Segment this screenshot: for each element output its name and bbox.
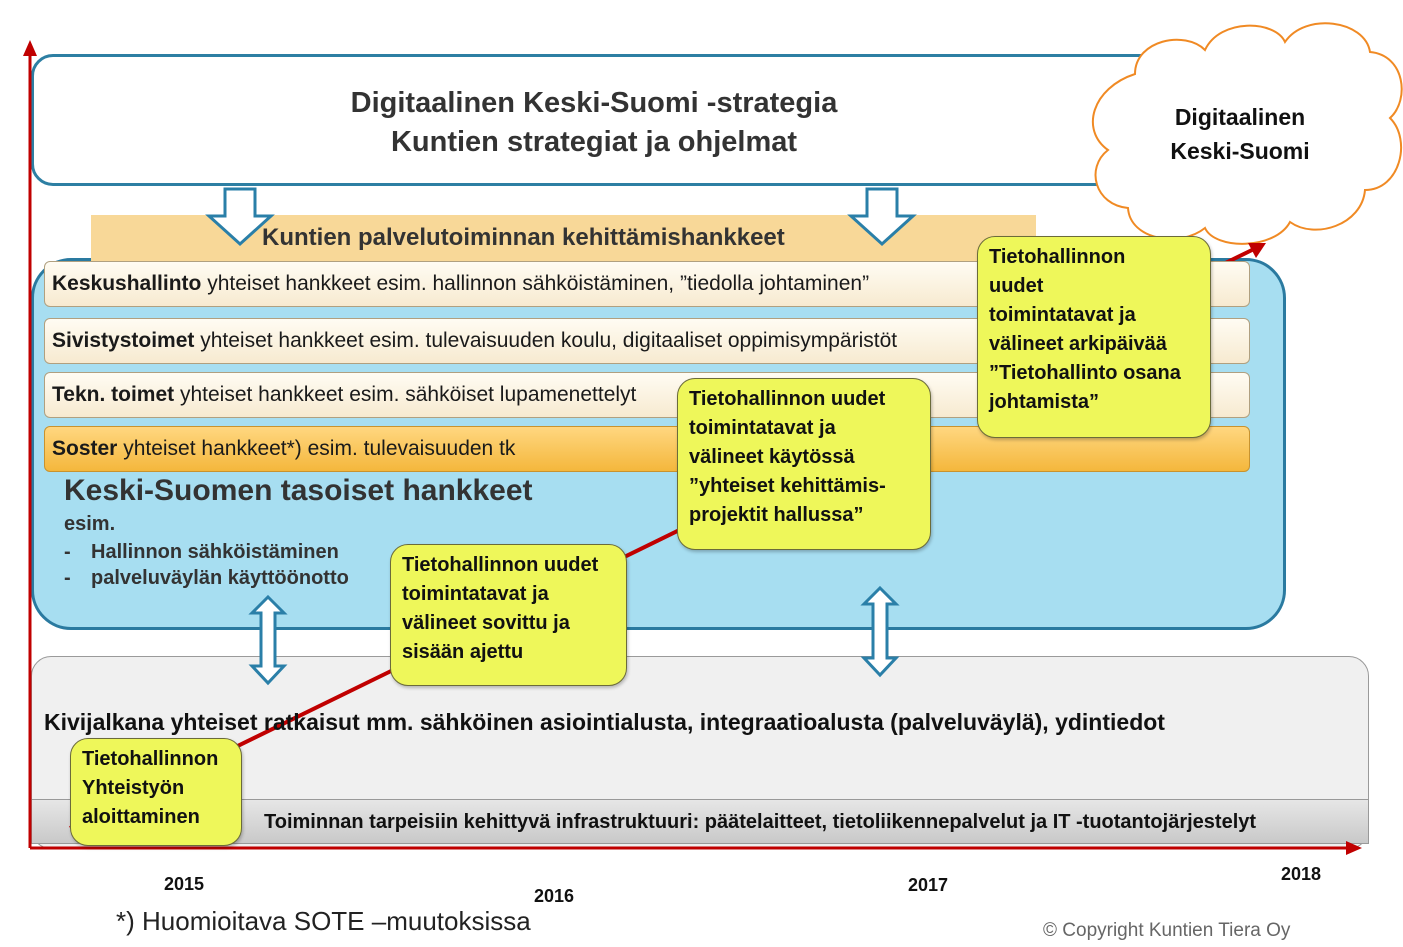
milestone-line: Tietohallinnon uudet	[402, 554, 599, 576]
strip-sivistystoimet-text: yhteiset hankkeet esim. tulevaisuuden koulu, digitaaliset oppimisympäristöt	[194, 329, 898, 352]
regional-esim: esim.	[64, 513, 116, 535]
milestone-line: sisään ajettu	[402, 641, 524, 663]
copyright: © Copyright Kuntien Tiera Oy	[1043, 920, 1291, 941]
strip-soster-text: yhteiset hankkeet*) esim. tulevaisuuden tk	[117, 437, 516, 460]
year-label-2016: 2016	[534, 886, 575, 906]
double-arrow-left-icon	[252, 597, 284, 683]
milestone-line: toimintatavat ja	[989, 304, 1136, 326]
milestone-line: välineet arkipäivää	[989, 333, 1167, 355]
double-arrow-right-icon	[864, 588, 896, 675]
milestone-2	[390, 544, 627, 686]
down-arrow-right-icon	[851, 189, 913, 244]
milestone-line: toimintatavat ja	[402, 583, 549, 605]
milestone-line: ”yhteiset kehittämis-	[689, 475, 886, 497]
milestone-line: toimintatavat ja	[689, 417, 836, 439]
milestone-line: johtamista”	[989, 391, 1100, 413]
milestone-line: Tietohallinnon	[989, 246, 1126, 268]
strip-tekn-toimet-label: Tekn. toimet	[52, 383, 175, 406]
strip-tekn-toimet-text: yhteiset hankkeet esim. sähköiset lupamenettelyt	[174, 383, 637, 406]
list-item-text: Hallinnon sähköistäminen	[91, 541, 339, 563]
footnote: *) Huomioitava SOTE –muutoksissa	[116, 906, 531, 936]
projects-banner-title: Kuntien palvelutoiminnan kehittämishankkeet	[262, 224, 785, 251]
list-item-text: palveluväylän käyttöönotto	[91, 567, 349, 589]
strip-soster-label: Soster	[52, 437, 118, 460]
strip-sivistystoimet-label: Sivistystoimet	[52, 329, 195, 352]
strip-keskushallinto-text: yhteiset hankkeet esim. hallinnon sähköistäminen, ”tiedolla johtaminen”	[201, 272, 870, 295]
milestone-line: ”Tietohallinto osana	[989, 362, 1181, 384]
milestone-line: aloittaminen	[82, 806, 200, 828]
year-label-2017: 2017	[908, 875, 949, 895]
milestone-line: Tietohallinnon uudet	[689, 388, 886, 410]
list-item	[64, 565, 349, 591]
regional-list	[64, 539, 349, 591]
year-label-2015: 2015	[164, 874, 205, 894]
milestone-line: välineet sovittu ja	[402, 612, 570, 634]
milestone-line: välineet käytössä	[689, 446, 855, 468]
cloud-label	[1140, 100, 1340, 168]
list-item	[64, 539, 349, 565]
milestone-4	[977, 236, 1211, 438]
cloud-label-line1: Digitaalinen	[1174, 104, 1306, 130]
infrastructure-text: Toiminnan tarpeisiin kehittyvä infrastruktuuri: päätelaitteet, tietoliikennepalvelut ja IT -tuotantojärjestelyt	[264, 811, 1257, 833]
list-dash: -	[64, 541, 71, 563]
strategy-subtitle: Kuntien strategiat ja ohjelmat	[390, 126, 798, 158]
cloud-label-line2: Keski-Suomi	[1170, 138, 1310, 164]
list-dash: -	[64, 567, 71, 589]
regional-title: Keski-Suomen tasoiset hankkeet	[64, 474, 533, 507]
milestone-3	[677, 378, 931, 550]
vertical-axis	[23, 40, 37, 848]
year-label-2018: 2018	[1281, 864, 1322, 884]
milestone-line: Yhteistyön	[82, 777, 185, 799]
milestone-line: uudet	[989, 275, 1044, 297]
milestone-1	[70, 738, 242, 846]
strategy-title: Digitaalinen Keski-Suomi -strategia	[350, 87, 838, 119]
milestone-line: projektit hallussa”	[689, 504, 864, 526]
strip-keskushallinto-label: Keskushallinto	[52, 272, 202, 295]
milestone-line: Tietohallinnon	[82, 748, 219, 770]
foundation-text: Kivijalkana yhteiset ratkaisut mm. sähköinen asiointialusta, integraatioalusta (palveluväylä), ydintiedot	[44, 709, 1165, 735]
